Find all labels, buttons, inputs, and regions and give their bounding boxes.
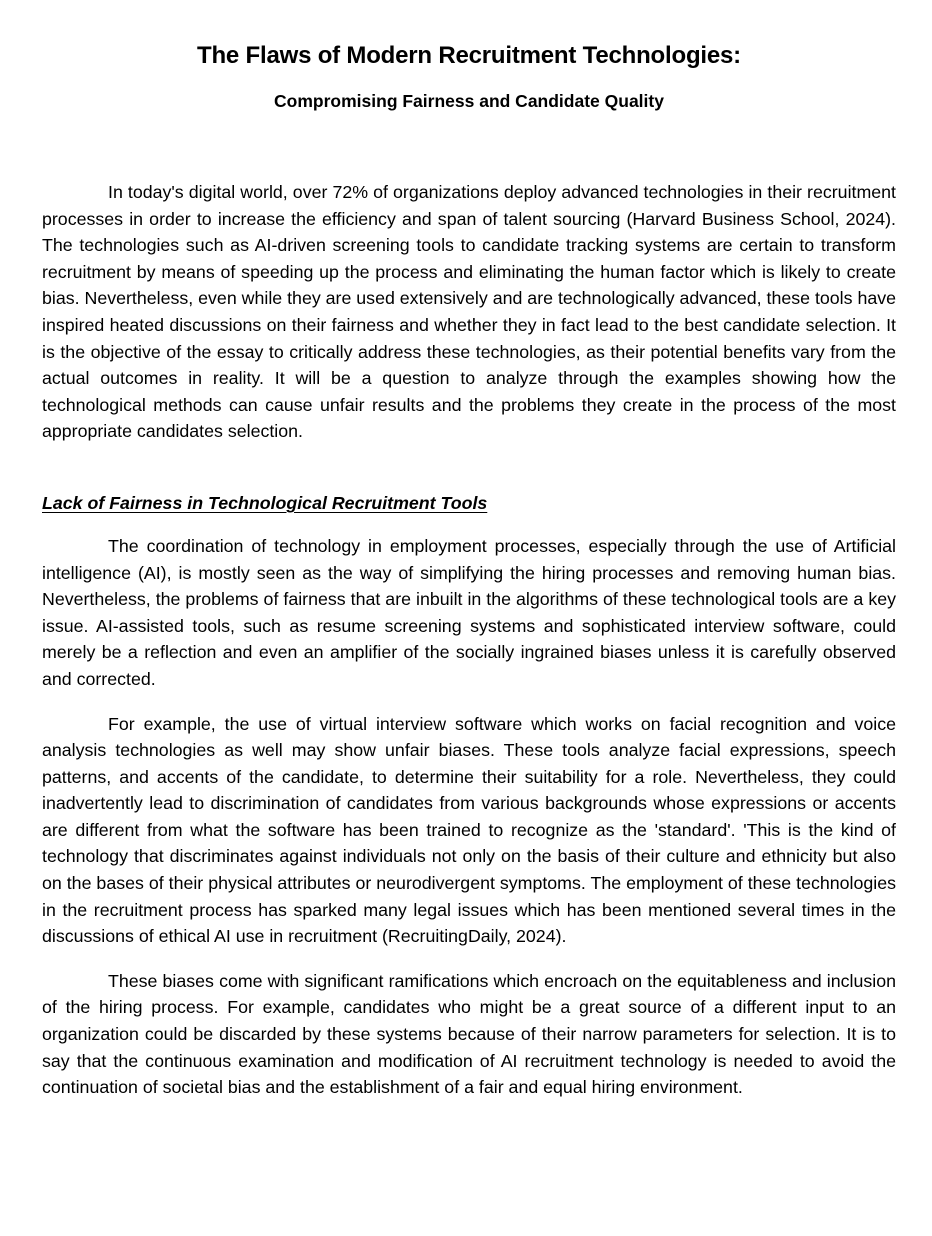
body-paragraph: These biases come with significant ramifications which encroach on the equitableness and inclusion of the hiring process. For example, candidates who might be a great source of a different input to an organization could be discarded by these systems because of their narrow parameters for selection. It is to say that the continuous examination and modification of AI recruitment technology is needed to avoid the continuation of societal bias and the establishment of a fair and equal hiring environment. bbox=[42, 970, 896, 1098]
section-lack-of-fairness bbox=[42, 490, 896, 1101]
body-paragraph: The coordination of technology in employment processes, especially through the use of Artificial intelligence (AI), is mostly seen as the way of simplifying the hiring processes and removing human bias. Nevertheless, the problems of fairness that are inbuilt in the algorithms of these technological tools are a key issue. AI-assisted tools, such as resume screening systems and sophisticated interview software, could merely be a reflection and even an amplifier of the socially ingrained biases unless it is carefully observed and corrected. bbox=[42, 535, 896, 689]
document-title: The Flaws of Modern Recruitment Technologies: bbox=[197, 42, 741, 69]
section-heading: Lack of Fairness in Technological Recruitment Tools bbox=[42, 492, 488, 513]
body-paragraph: For example, the use of virtual interview software which works on facial recognition and voice analysis technologies as well may show unfair biases. These tools analyze facial expressions, speech patterns, and accents of the candidate, to determine their suitability for a role. Nevertheless, they could inadvertently lead to discrimination of candidates from various backgrounds whose expressions or accents are different from what the software has been trained to recognize as the 'standard'. 'This is the kind of technology that discriminates against individuals not only on the basis of their culture and ethnicity but also on the bases of their physical attributes or neurodivergent symptoms. The employment of these technologies in the recruitment process has sparked many legal issues which has been mentioned several times in the discussions of ethical AI use in recruitment (RecruitingDaily, 2024). bbox=[42, 713, 896, 947]
document-subtitle: Compromising Fairness and Candidate Quality bbox=[274, 91, 664, 111]
intro-paragraph: In today's digital world, over 72% of organizations deploy advanced technologies in their recruitment processes in order to increase the efficiency and span of talent sourcing (Harvard Business School, 2024). The technologies such as AI-driven screening tools to candidate tracking systems are certain to transform recruitment by means of speeding up the process and eliminating the human factor which is likely to create bias. Nevertheless, even while they are used extensively and are technologically advanced, these tools have inspired heated discussions on their fairness and whether they in fact lead to the best candidate selection. It is the objective of the essay to critically address these technologies, as their potential benefits vary from the actual outcomes in reality. It will be a question to analyze through the examples showing how the technological methods can cause unfair results and the problems they create in the process of the most appropriate candidates selection. bbox=[42, 182, 897, 442]
